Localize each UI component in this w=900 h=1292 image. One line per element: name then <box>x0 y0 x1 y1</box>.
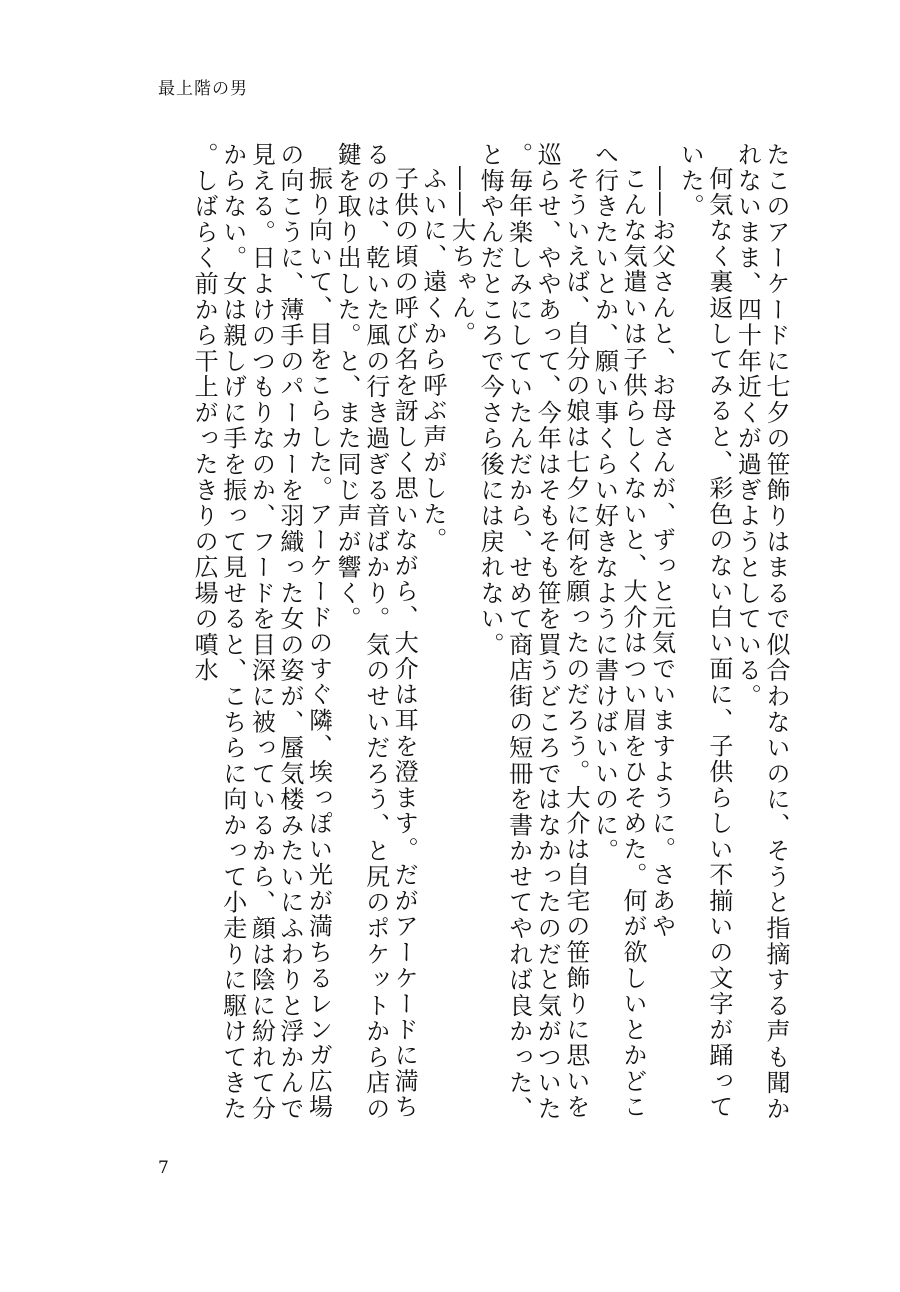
paragraph: 振り向いて、目をこらした。アーケードのすぐ隣、埃っぽい光が満ちるレンガ広場の向こうに、薄手のパーカーを羽織った女の姿が、蜃気楼みたいにふわりと浮かんで見える。日よけのつもりなのか、フードを目深に被っているから、顔は陰に紛れて分からない。女は親しげに手を振って見せると、こちらに向かって小走りに駆けてきた。しばらく前から干上がったきりの広場の噴水 <box>190 142 333 1122</box>
page-number: 7 <box>158 1158 169 1178</box>
paragraph-dialogue: ――大ちゃん。 <box>447 166 476 347</box>
paragraph: そういえば、自分の娘は七夕に何を願ったのだろう。大介は自宅の笹飾りに思いを巡らせ、ややあって、今年はそもそも笹を買うどころではなかったのだと気がついた。毎年楽しみにしていたんだから、せめて商店街の短冊を書かせてやれば良かった、と悔やんだところで今さら後には戻れない。 <box>476 142 590 1122</box>
paragraph-continued: たこのアーケードに七夕の笹飾りはまるで似合わないのに、そうと指摘する声も聞かれないまま、四十年近くが過ぎようとしている。 <box>733 142 790 1122</box>
paragraph-tanzaku-wish: ――お父さんと、お母さんが、ずっと元気でいますように。さあや <box>647 166 676 940</box>
running-title: 最上階の男 <box>158 79 248 99</box>
paragraph: ふいに、遠くから呼ぶ声がした。 <box>418 166 447 553</box>
paragraph: こんな気遣いは子供らしくないと、大介はつい眉をひそめた。何が欲しいとかどこへ行きたいとか、願い事くらい好きなように書けばいいのに。 <box>590 142 648 1120</box>
paragraph: 子供の頃の呼び名を訝しく思いながら、大介は耳を澄ます。だがアーケードに満ちるのは、乾いた風の行き過ぎる音ばかり。気のせいだろう、と尻のポケットから店の鍵を取り出した。と、また同じ声が響く。 <box>333 142 419 1122</box>
paragraph: 何気なく裏返してみると、彩色のない白い面に、子供らしい不揃いの文字が踊っていた。 <box>676 142 733 1120</box>
vertical-body-text <box>150 142 790 1144</box>
